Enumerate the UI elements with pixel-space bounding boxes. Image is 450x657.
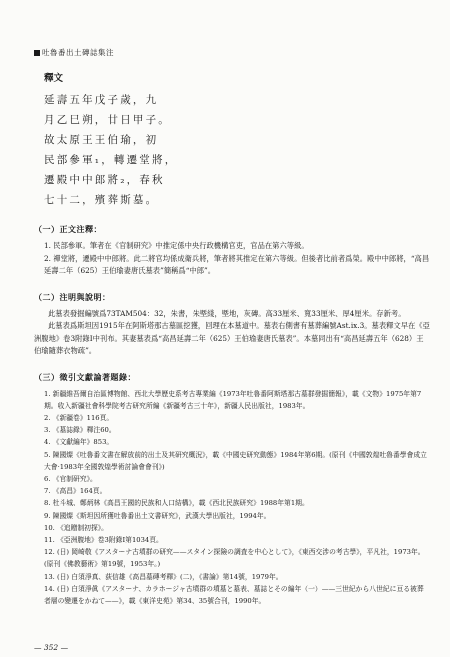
shiwen-line: 月乙巳朔，廿日甲子。 <box>44 114 171 126</box>
header-title: 吐魯番出土磚誌集注 <box>42 48 114 57</box>
reference-item: 14. (日) 白須淨眞《アスターナ、カラホージャ古墳群の墳墓と墓表、墓誌とその編年（一）——三世紀から八世紀に亘る被葬者層の變遷をかねて——》，載《東洋史苑》第34、35號合刊，1990年。 <box>44 584 424 605</box>
shiwen-line: 七十二，殯葬斯墓。 <box>44 194 159 206</box>
shiwen-line: 延壽五年戊子歲，九 <box>44 94 159 106</box>
running-header <box>34 47 114 58</box>
reference-item: 8. 杜斗城、鄭炳林《高昌王國的民族和人口結構》，載《西北民族研究》1988年第1期。 <box>44 499 309 508</box>
reference-item: 3. 《墓誌錄》釋注60。 <box>44 426 116 435</box>
reference-item: 10. 《追贈制初探》。 <box>44 523 108 532</box>
page-number: — 352 — <box>34 643 69 652</box>
section-title-references: （三）徵引文獻論著題錄： <box>34 371 136 382</box>
reference-item: 2. 《新疆卷》116頁。 <box>44 413 114 422</box>
note-item: 1. 民部參軍。筆者在《官制研究》中推定係中央行政機構官吏，官品在第六等級。 <box>44 241 309 250</box>
shiwen-title: 釋文 <box>44 73 64 84</box>
reference-item: 1. 新疆維吾爾自治區博物館、西北大學歷史系考古專業編《1973年吐魯番阿斯塔那古墓群發掘簡報》，載《文物》1975年第7期。收入新疆社會科學院考古研究所編《新疆考古三十年》，新疆人民出版社，1983年。 <box>44 389 422 410</box>
reference-item: 9. 陳國燦《斯坦因所獲吐魯番出土文書研究》，武漢大學出版社，1994年。 <box>44 511 271 520</box>
shiwen-line: 民部參軍₁，轉遷堂將， <box>44 154 178 166</box>
reference-item: 4. 《文獻編年》853。 <box>44 438 114 447</box>
square-bullet-icon <box>34 50 40 56</box>
explanation-paragraph: 此墓表發掘編號爲73TAM504：32，朱書，朱塈綫，塈地，灰磚。高33厘米、寬33厘米、厚4厘米。存新考。 <box>48 308 406 318</box>
shiwen-line: 故太原王王伯瑜，初 <box>44 134 159 146</box>
reference-item: 5. 陳國燦《吐魯番文書在解放前的出土及其研究概況》，載《中國史研究動態》1984年第6期。(原刊《中國敦煌吐魯番學會成立大會·1983年全國敦煌學術討論會會刊》) <box>44 450 427 471</box>
section-title-explanation: （二）注明與說明： <box>34 291 111 302</box>
shiwen-line: 遷殿中中郎將₂，春秋 <box>44 174 165 186</box>
reference-item: 12. (日) 岡崎敬《アスターナ古墳群の研究——スタイン探險の調査を中心として》，《東西交涉の考古學》，平凡社，1973年。(原刊《佛教藝術》第19號，1953年。) <box>44 548 425 569</box>
shiwen-block <box>34 90 430 210</box>
reference-item: 13. (日) 白須淨真、荻信雄《高昌墓磚考釋》(二)，《書論》第14號，1979年。 <box>44 572 283 581</box>
note-item: 2. 禪堂將，遷殿中中郎將。此二將官均係成衛兵將，筆者將其推定在第六等級。但後者比前者爲榮。殿中中郎將，“高昌延壽二年（625）王伯瑜妻唐氏墓表”簡稱爲“中郎”。 <box>44 253 430 275</box>
page-body <box>34 66 430 607</box>
reference-item: 6. 《官制研究》。 <box>44 474 97 483</box>
section-title-annotations: （一）正文注釋： <box>34 224 102 234</box>
explanation-paragraph: 此墓表爲斯坦因1915年在阿斯塔那古墓區挖獲，回理在本墓道中。墓表右側書有墓葬編號Ast.ix.3。墓表釋文早在《亞洲腹地》卷3附錄I中刊布。其妻墓表爲“高昌延壽二年（625）王伯瑜妻唐氏墓表”。本墓同出有“高昌延壽五年（628）王伯瑜隨葬衣物疏”。 <box>34 321 430 355</box>
reference-item: 7. 《高昌》164頁。 <box>44 487 107 496</box>
reference-item: 11. 《亞洲腹地》卷3附錄I第1034頁。 <box>44 535 163 544</box>
